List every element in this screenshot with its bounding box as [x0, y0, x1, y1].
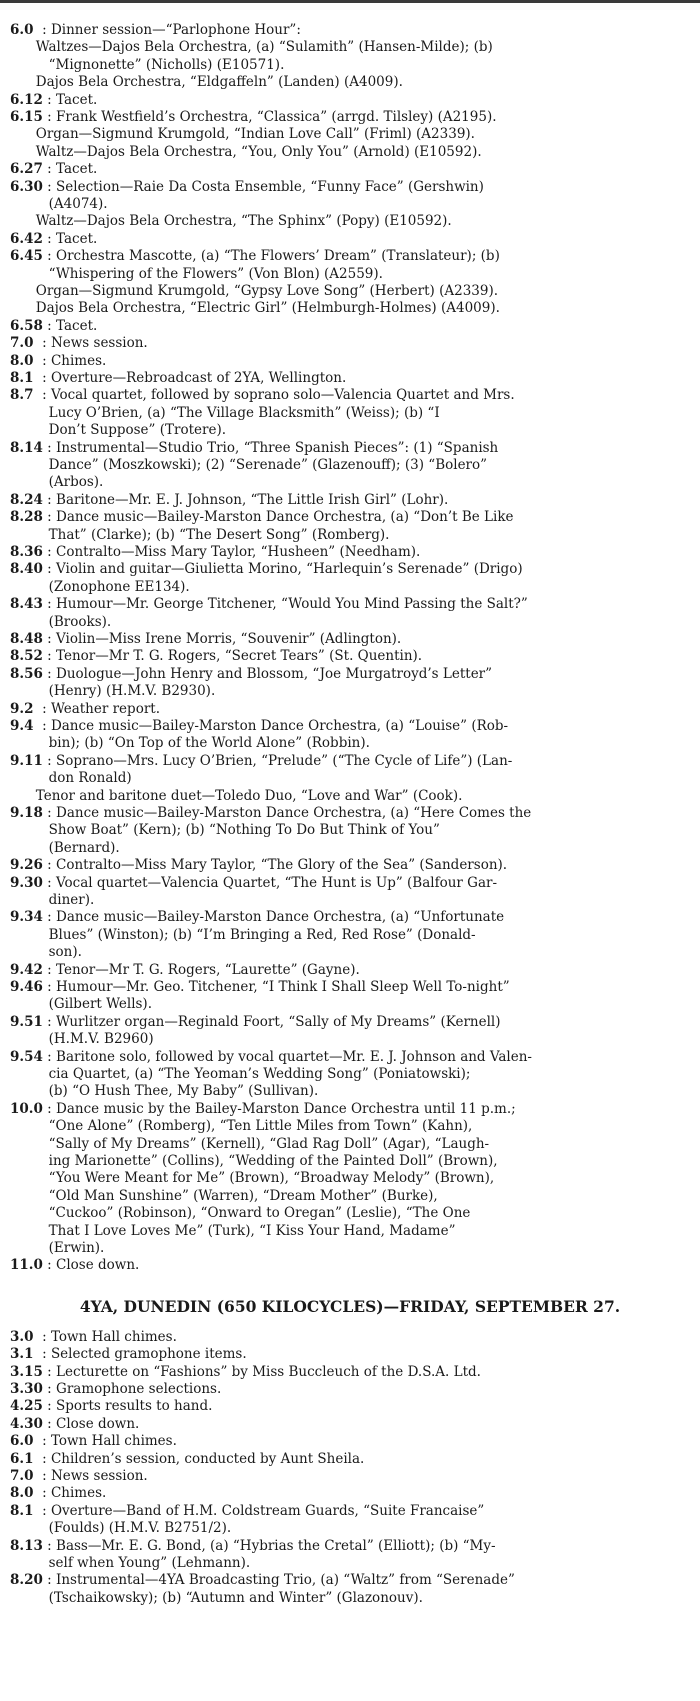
entry-line: “Sally of My Dreams” (Kernell), “Glad Rag Doll” (Agar), “Laugh-	[10, 1135, 490, 1152]
entry-line: Children’s session, conducted by Aunt Sheila.	[50, 1450, 365, 1467]
entry-line: Dance music—Bailey-Marston Dance Orchestra, (a) “Unfortunate	[56, 909, 505, 926]
entry-time: 8.7	[10, 387, 34, 404]
entry-line: Baritone—Mr. E. J. Johnson, “The Little Irish Girl” (Lohr).	[56, 491, 449, 508]
programme-entry: 9.18 : Dance music—Bailey-Marston Dance Orchestra, (a) “Here Comes the Show Boat” (Kern); (b) “Nothing To Do But Think of You” (Bernard).	[10, 805, 532, 856]
programme-entry: 6.58 : Tacet.	[10, 317, 98, 334]
entry-line: Close down.	[56, 1415, 140, 1432]
entry-line: That” (Clarke); (b) “The Desert Song” (Romberg).	[10, 526, 390, 543]
entry-line: Soprano—Mrs. Lucy O’Brien, “Prelude” (“The Cycle of Life”) (Lan-	[56, 752, 513, 769]
entry-line: son).	[10, 944, 82, 961]
entry-line: Chimes.	[50, 1485, 107, 1502]
programme-entry: 6.1 : Children’s session, conducted by Aunt Sheila.	[10, 1450, 365, 1467]
programme-entry: 8.28 : Dance music—Bailey-Marston Dance Orchestra, (a) “Don’t Be Like That” (Clarke); (b) “The Desert Song” (Romberg).	[10, 509, 514, 543]
entry-line: don Ronald)	[10, 770, 132, 787]
entry-line: (H.M.V. B2960)	[10, 1031, 154, 1048]
entry-line: Baritone solo, followed by vocal quartet—Mr. E. J. Johnson and Valen-	[56, 1048, 532, 1065]
programme-entry: 9.51 : Wurlitzer organ—Reginald Foort, “Sally of My Dreams” (Kernell) (H.M.V. B2960)	[10, 1013, 501, 1048]
entry-line: Selection—Raie Da Costa Ensemble, “Funny Face” (Gershwin)	[56, 178, 484, 195]
entry-line: Dajos Bela Orchestra, “Eldgaffeln” (Landen) (A4009).	[10, 74, 403, 91]
programme-entry: 9.2 : Weather report.	[10, 700, 160, 717]
entry-time: 8.24	[10, 491, 43, 508]
entry-time: 8.48	[10, 631, 43, 647]
entry-line: Overture—Band of H.M. Coldstream Guards, “Suite Francaise”	[50, 1502, 485, 1519]
entry-line: Humour—Mr. George Titchener, “Would You Mind Passing the Salt?”	[56, 596, 528, 613]
entry-time: 7.0	[10, 1468, 34, 1484]
entry-line: Tacet.	[56, 91, 98, 108]
entry-line: cia Quartet, (a) “The Yeoman’s Wedding Song” (Poniatowski);	[10, 1066, 471, 1082]
entry-time: 3.1	[10, 1346, 34, 1363]
entry-line: (b) “O Hush Thee, My Baby” (Sullivan).	[10, 1083, 319, 1100]
entry-line: (Zonophone EE134).	[10, 578, 190, 595]
entry-line: Blues” (Winston); (b) “I’m Bringing a Red, Red Rose” (Donald-	[10, 926, 476, 943]
top-rule	[0, 0, 700, 3]
programme-entry: 8.40 : Violin and guitar—Giulietta Morino, “Harlequin’s Serenade” (Drigo) (Zonophone EE134).	[10, 561, 523, 595]
programme-entry: 8.24 : Baritone—Mr. E. J. Johnson, “The Little Irish Girl” (Lohr).	[10, 491, 449, 508]
entry-time: 8.28	[10, 509, 43, 526]
entry-line: Bass—Mr. E. G. Bond, (a) “Hybrias the Cretal” (Elliott); (b) “My-	[56, 1537, 496, 1554]
entry-time: 4.30	[10, 1415, 43, 1432]
entry-line: bin); (b) “On Top of the World Alone” (Robbin).	[10, 735, 370, 752]
entry-line: Tacet.	[56, 230, 98, 247]
programme-entry: 4.25 : Sports results to hand.	[10, 1398, 213, 1415]
entry-line: Contralto—Miss Mary Taylor, “Husheen” (Needham).	[56, 544, 421, 560]
entry-line: Tacet.	[56, 161, 98, 178]
programme-entry: 9.30 : Vocal quartet—Valencia Quartet, “The Hunt is Up” (Balfour Gar- diner).	[10, 874, 498, 908]
entry-time: 8.40	[10, 561, 43, 578]
entry-line: Instrumental—Studio Trio, “Three Spanish Pieces”: (1) “Spanish	[56, 439, 499, 456]
programme-entry: 4.30 : Close down.	[10, 1415, 140, 1432]
programme-entry: 8.0 : Chimes.	[10, 1485, 107, 1502]
programme-entry: 8.20 : Instrumental—4YA Broadcasting Trio, (a) “Waltz” from “Serenade” (Tschaikowsky); (b) “Autumn and Winter” (Glazonouv).	[10, 1572, 515, 1606]
entry-time: 8.0	[10, 1485, 34, 1502]
entry-time: 6.15	[10, 109, 43, 125]
entry-line: Dance music by the Bailey-Marston Dance Orchestra until 11 p.m.;	[56, 1100, 516, 1117]
programme-entry: 3.1 : Selected gramophone items.	[10, 1346, 247, 1363]
entry-time: 6.0	[10, 1433, 34, 1450]
programme-entry: 8.48 : Violin—Miss Irene Morris, “Souvenir” (Adlington).	[10, 631, 402, 647]
entry-line: Selected gramophone items.	[50, 1346, 247, 1363]
entry-line: That I Love Loves Me” (Turk), “I Kiss Your Hand, Madame”	[10, 1222, 456, 1239]
entry-line: “One Alone” (Romberg), “Ten Little Miles from Town” (Kahn),	[10, 1118, 473, 1135]
entry-line: Dajos Bela Orchestra, “Electric Girl” (Helmburgh-Holmes) (A4009).	[10, 300, 500, 317]
entry-line: Frank Westfield’s Orchestra, “Classica” (arrgd. Tilsley) (A2195).	[56, 109, 497, 125]
entry-line: Organ—Sigmund Krumgold, “Indian Love Call” (Friml) (A2339).	[10, 126, 475, 143]
entry-time: 9.18	[10, 805, 43, 821]
entry-time: 9.54	[10, 1048, 43, 1065]
entry-line: “You Were Meant for Me” (Brown), “Broadway Melody” (Brown),	[10, 1170, 495, 1187]
programme-entry: 3.0 : Town Hall chimes.	[10, 1328, 177, 1345]
programme-entry: 3.15 : Lecturette on “Fashions” by Miss Buccleuch of the D.S.A. Ltd.	[10, 1363, 481, 1380]
entry-line: Dance music—Bailey-Marston Dance Orchestra, (a) “Don’t Be Like	[56, 509, 514, 526]
entry-line: Tenor—Mr T. G. Rogers, “Laurette” (Gayne).	[56, 961, 360, 978]
entry-time: 8.13	[10, 1537, 43, 1554]
programme-entry: 8.56 : Duologue—John Henry and Blossom, “Joe Murgatroyd’s Letter” (Henry) (H.M.V. B2930).	[10, 665, 493, 700]
entry-line: Contralto—Miss Mary Taylor, “The Glory of the Sea” (Sanderson).	[56, 857, 508, 874]
programme-entry: 9.26 : Contralto—Miss Mary Taylor, “The Glory of the Sea” (Sanderson).	[10, 857, 508, 874]
entry-line: Vocal quartet—Valencia Quartet, “The Hunt is Up” (Balfour Gar-	[56, 874, 498, 891]
programme-entry: 6.0 : Town Hall chimes.	[10, 1433, 177, 1450]
entry-line: (Tschaikowsky); (b) “Autumn and Winter” (Glazonouv).	[10, 1589, 423, 1606]
entry-line: self when Young” (Lehmann).	[10, 1555, 251, 1571]
entry-line: (Foulds) (H.M.V. B2751/2).	[10, 1520, 232, 1537]
entry-line: Vocal quartet, followed by soprano solo—Valencia Quartet and Mrs.	[50, 387, 515, 404]
programme-entry: 3.30 : Gramophone selections.	[10, 1381, 222, 1397]
programme-entry: 8.1 : Overture—Band of H.M. Coldstream Guards, “Suite Francaise” (Foulds) (H.M.V. B2751/2).	[10, 1502, 485, 1537]
entry-time: 9.26	[10, 857, 43, 874]
entry-line: (Bernard).	[10, 839, 120, 856]
programme-entry: 6.27 : Tacet.	[10, 161, 98, 178]
entry-time: 10.0	[10, 1100, 43, 1117]
entry-time: 3.30	[10, 1381, 43, 1397]
entry-line: “Whispering of the Flowers” (Von Blon) (A2559).	[10, 265, 383, 282]
entry-line: Waltz—Dajos Bela Orchestra, “You, Only You” (Arnold) (E10592).	[10, 143, 482, 160]
entry-time: 6.0	[10, 22, 34, 38]
programme-entry: 8.36 : Contralto—Miss Mary Taylor, “Husheen” (Needham).	[10, 544, 421, 560]
programme-entry: 6.30 : Selection—Raie Da Costa Ensemble, “Funny Face” (Gershwin) (A4074). Waltz—Dajos Bela Orchestra, “The Sphinx” (Popy) (E10592).	[10, 178, 484, 230]
entry-time: 6.30	[10, 178, 43, 195]
entry-time: 9.42	[10, 961, 43, 978]
programme-entry: 8.0 : Chimes.	[10, 352, 107, 369]
entry-time: 9.2	[10, 700, 34, 717]
entry-time: 6.45	[10, 248, 43, 265]
entry-line: “Mignonette” (Nicholls) (E10571).	[10, 56, 285, 73]
entry-line: Violin—Miss Irene Morris, “Souvenir” (Adlington).	[56, 631, 402, 647]
programme-entry: 9.4 : Dance music—Bailey-Marston Dance Orchestra, (a) “Louise” (Rob- bin); (b) “On Top of the World Alone” (Robbin).	[10, 718, 509, 752]
entry-line: Close down.	[56, 1257, 140, 1274]
entry-line: (Erwin).	[10, 1240, 105, 1257]
entry-time: 6.1	[10, 1450, 34, 1467]
entry-line: Don’t Suppose” (Trotere).	[10, 422, 227, 439]
programme-entry: 8.7 : Vocal quartet, followed by soprano solo—Valencia Quartet and Mrs. Lucy O’Brien, (a) “The Village Blacksmith” (Weiss); (b) “I Don’t Suppose” (Trotere).	[10, 387, 515, 439]
entry-time: 8.1	[10, 1502, 34, 1519]
entry-line: ing Marionette” (Collins), “Wedding of the Painted Doll” (Brown),	[10, 1153, 498, 1170]
programme-entry: 8.43 : Humour—Mr. George Titchener, “Would You Mind Passing the Salt?” (Brooks).	[10, 596, 528, 630]
entry-time: 8.14	[10, 439, 43, 456]
programme-entry: 7.0 : News session.	[10, 1468, 148, 1484]
entry-time: 11.0	[10, 1257, 43, 1274]
entry-line: (Arbos).	[10, 474, 104, 491]
programme-entry: 9.46 : Humour—Mr. Geo. Titchener, “I Think I Shall Sleep Well To-night” (Gilbert Wells).	[10, 979, 510, 1013]
entry-line: (Brooks).	[10, 613, 112, 630]
entry-line: Dance” (Moszkowski); (2) “Serenade” (Glazenouff); (3) “Bolero”	[10, 457, 488, 473]
programme-entry: 7.0 : News session.	[10, 335, 148, 352]
programme-entry: 8.14 : Instrumental—Studio Trio, “Three Spanish Pieces”: (1) “Spanish Dance” (Moszkowski); (2) “Serenade” (Glazenouff); (3) “Bolero” (Arbos).	[10, 439, 499, 491]
entry-time: 9.4	[10, 718, 34, 734]
entry-line: Duologue—John Henry and Blossom, “Joe Murgatroyd’s Letter”	[56, 665, 493, 682]
programme-entry: 8.52 : Tenor—Mr T. G. Rogers, “Secret Tears” (St. Quentin).	[10, 648, 423, 665]
entry-line: “Cuckoo” (Robinson), “Onward to Oregan” (Leslie), “The One	[10, 1205, 471, 1222]
entry-line: Chimes.	[50, 352, 107, 369]
entry-time: 6.42	[10, 230, 43, 247]
entry-line: Instrumental—4YA Broadcasting Trio, (a) “Waltz” from “Serenade”	[56, 1572, 515, 1589]
entry-line: Orchestra Mascotte, (a) “The Flowers’ Dream” (Translateur); (b)	[56, 248, 500, 265]
programme-entry: 10.0 : Dance music by the Bailey-Marston Dance Orchestra until 11 p.m.; “One Alone” (Romberg), “Ten Little Miles from Town” (Kahn), “Sally of My Dreams” (Kernell), “Glad Rag Doll” (Agar), “Laugh- ing Marionette” (Collins), “Wedding of the Painted Doll” (Brown), “You Were Meant for Me” (Brown), “Broadway Melody” (Brown), “Old Man Sunshine” (Warren), “Dream Mother” (Burke), “Cuckoo” (Robinson), “Onward to Oregan” (Leslie), “The One That I Love Loves Me” (Turk), “I Kiss Your Hand, Madame” (Erwin).	[10, 1100, 516, 1257]
programme-entry: 6.42 : Tacet.	[10, 230, 98, 247]
entry-time: 9.34	[10, 909, 43, 926]
entry-time: 6.58	[10, 317, 43, 334]
entry-time: 8.52	[10, 648, 43, 665]
entry-line: (A4074).	[10, 196, 108, 212]
programme-entry: 9.11 : Soprano—Mrs. Lucy O’Brien, “Prelude” (“The Cycle of Life”) (Lan- don Ronald) Tenor and baritone duet—Toledo Duo, “Love and War” (Cook).	[10, 752, 513, 804]
entry-line: Town Hall chimes.	[50, 1328, 177, 1345]
entry-line: Dance music—Bailey-Marston Dance Orchestra, (a) “Here Comes the	[56, 805, 532, 821]
entry-time: 9.46	[10, 979, 43, 995]
programme-entry: 6.45 : Orchestra Mascotte, (a) “The Flowers’ Dream” (Translateur); (b) “Whispering of the Flowers” (Von Blon) (A2559). Organ—Sigmund Krumgold, “Gypsy Love Song” (Herbert) (A2339). Dajos Bela Orchestra, “Electric Girl” (Helmburgh-Holmes) (A4009).	[10, 248, 500, 317]
entry-line: Weather report.	[50, 700, 160, 717]
entry-line: Lucy O’Brien, (a) “The Village Blacksmith” (Weiss); (b) “I	[10, 404, 440, 421]
entry-line: Dance music—Bailey-Marston Dance Orchestra, (a) “Louise” (Rob-	[50, 718, 509, 734]
programme-entry: 6.15 : Frank Westfield’s Orchestra, “Classica” (arrgd. Tilsley) (A2195). Organ—Sigmund Krumgold, “Indian Love Call” (Friml) (A2339). Waltz—Dajos Bela Orchestra, “You, Only You” (Arnold) (E10592).	[10, 109, 497, 160]
entry-line: “Old Man Sunshine” (Warren), “Dream Mother” (Burke),	[10, 1187, 438, 1204]
entry-time: 8.20	[10, 1572, 43, 1589]
entry-time: 9.11	[10, 752, 43, 769]
entry-line: Lecturette on “Fashions” by Miss Buccleuch of the D.S.A. Ltd.	[56, 1363, 481, 1380]
entry-time: 4.25	[10, 1398, 43, 1415]
entry-line: Town Hall chimes.	[50, 1433, 177, 1450]
entry-time: 9.30	[10, 874, 43, 891]
programme-entry: 9.42 : Tenor—Mr T. G. Rogers, “Laurette” (Gayne).	[10, 961, 360, 978]
entry-time: 8.1	[10, 370, 34, 386]
entry-time: 3.15	[10, 1363, 43, 1380]
entry-time: 7.0	[10, 335, 34, 352]
entry-time: 8.36	[10, 544, 43, 560]
entry-time: 8.0	[10, 352, 34, 369]
programme-entry: 8.1 : Overture—Rebroadcast of 2YA, Wellington.	[10, 370, 347, 386]
entry-line: Tenor—Mr T. G. Rogers, “Secret Tears” (St. Quentin).	[56, 648, 423, 665]
entry-line: Dinner session—“Parlophone Hour”:	[50, 22, 301, 38]
entry-line: Tenor and baritone duet—Toledo Duo, “Love and War” (Cook).	[10, 787, 463, 804]
programme-entry: 6.0 : Dinner session—“Parlophone Hour”: Waltzes—Dajos Bela Orchestra, (a) “Sulamith” (Hansen-Milde); (b) “Mignonette” (Nicholls) (E10571). Dajos Bela Orchestra, “Eldgaffeln” (Landen) (A4009).	[10, 22, 493, 91]
programme-entry: 8.13 : Bass—Mr. E. G. Bond, (a) “Hybrias the Cretal” (Elliott); (b) “My- self when Young” (Lehmann).	[10, 1537, 496, 1571]
entry-line: Wurlitzer organ—Reginald Foort, “Sally of My Dreams” (Kernell)	[56, 1013, 501, 1030]
entry-line: Sports results to hand.	[56, 1398, 213, 1415]
entry-time: 9.51	[10, 1013, 43, 1030]
entry-line: (Gilbert Wells).	[10, 996, 152, 1013]
entry-line: Violin and guitar—Giulietta Morino, “Harlequin’s Serenade” (Drigo)	[56, 561, 523, 578]
entry-line: Overture—Rebroadcast of 2YA, Wellington.	[50, 370, 347, 386]
entry-line: Waltzes—Dajos Bela Orchestra, (a) “Sulamith” (Hansen-Milde); (b)	[10, 39, 493, 56]
entry-line: News session.	[50, 335, 148, 352]
entry-line: Waltz—Dajos Bela Orchestra, “The Sphinx” (Popy) (E10592).	[10, 213, 452, 230]
entry-line: Show Boat” (Kern); (b) “Nothing To Do But Think of You”	[10, 822, 440, 839]
entry-line: News session.	[50, 1468, 148, 1484]
entry-line: Humour—Mr. Geo. Titchener, “I Think I Shall Sleep Well To-night”	[56, 979, 510, 995]
entry-line: diner).	[10, 892, 95, 908]
entry-line: Gramophone selections.	[56, 1381, 222, 1397]
entry-time: 6.27	[10, 161, 43, 178]
entry-time: 8.56	[10, 665, 43, 682]
entry-line: Tacet.	[56, 317, 98, 334]
programme-entry: 9.54 : Baritone solo, followed by vocal quartet—Mr. E. J. Johnson and Valen- cia Quartet, (a) “The Yeoman’s Wedding Song” (Poniatowski); (b) “O Hush Thee, My Baby” (Sullivan).	[10, 1048, 532, 1100]
entry-time: 3.0	[10, 1328, 34, 1345]
station-heading: 4YA, DUNEDIN (650 KILOCYCLES)—FRIDAY, SEPTEMBER 27.	[79, 1296, 621, 1316]
programme-entry: 9.34 : Dance music—Bailey-Marston Dance Orchestra, (a) “Unfortunate Blues” (Winston); (b) “I’m Bringing a Red, Red Rose” (Donald- son).	[10, 909, 505, 961]
entry-line: (Henry) (H.M.V. B2930).	[10, 683, 216, 700]
programme-entry: 6.12 : Tacet.	[10, 91, 98, 108]
programme-entry: 11.0 : Close down.	[10, 1257, 140, 1274]
entry-time: 6.12	[10, 91, 43, 108]
entry-line: Organ—Sigmund Krumgold, “Gypsy Love Song” (Herbert) (A2339).	[10, 283, 499, 299]
entry-time: 8.43	[10, 596, 43, 613]
